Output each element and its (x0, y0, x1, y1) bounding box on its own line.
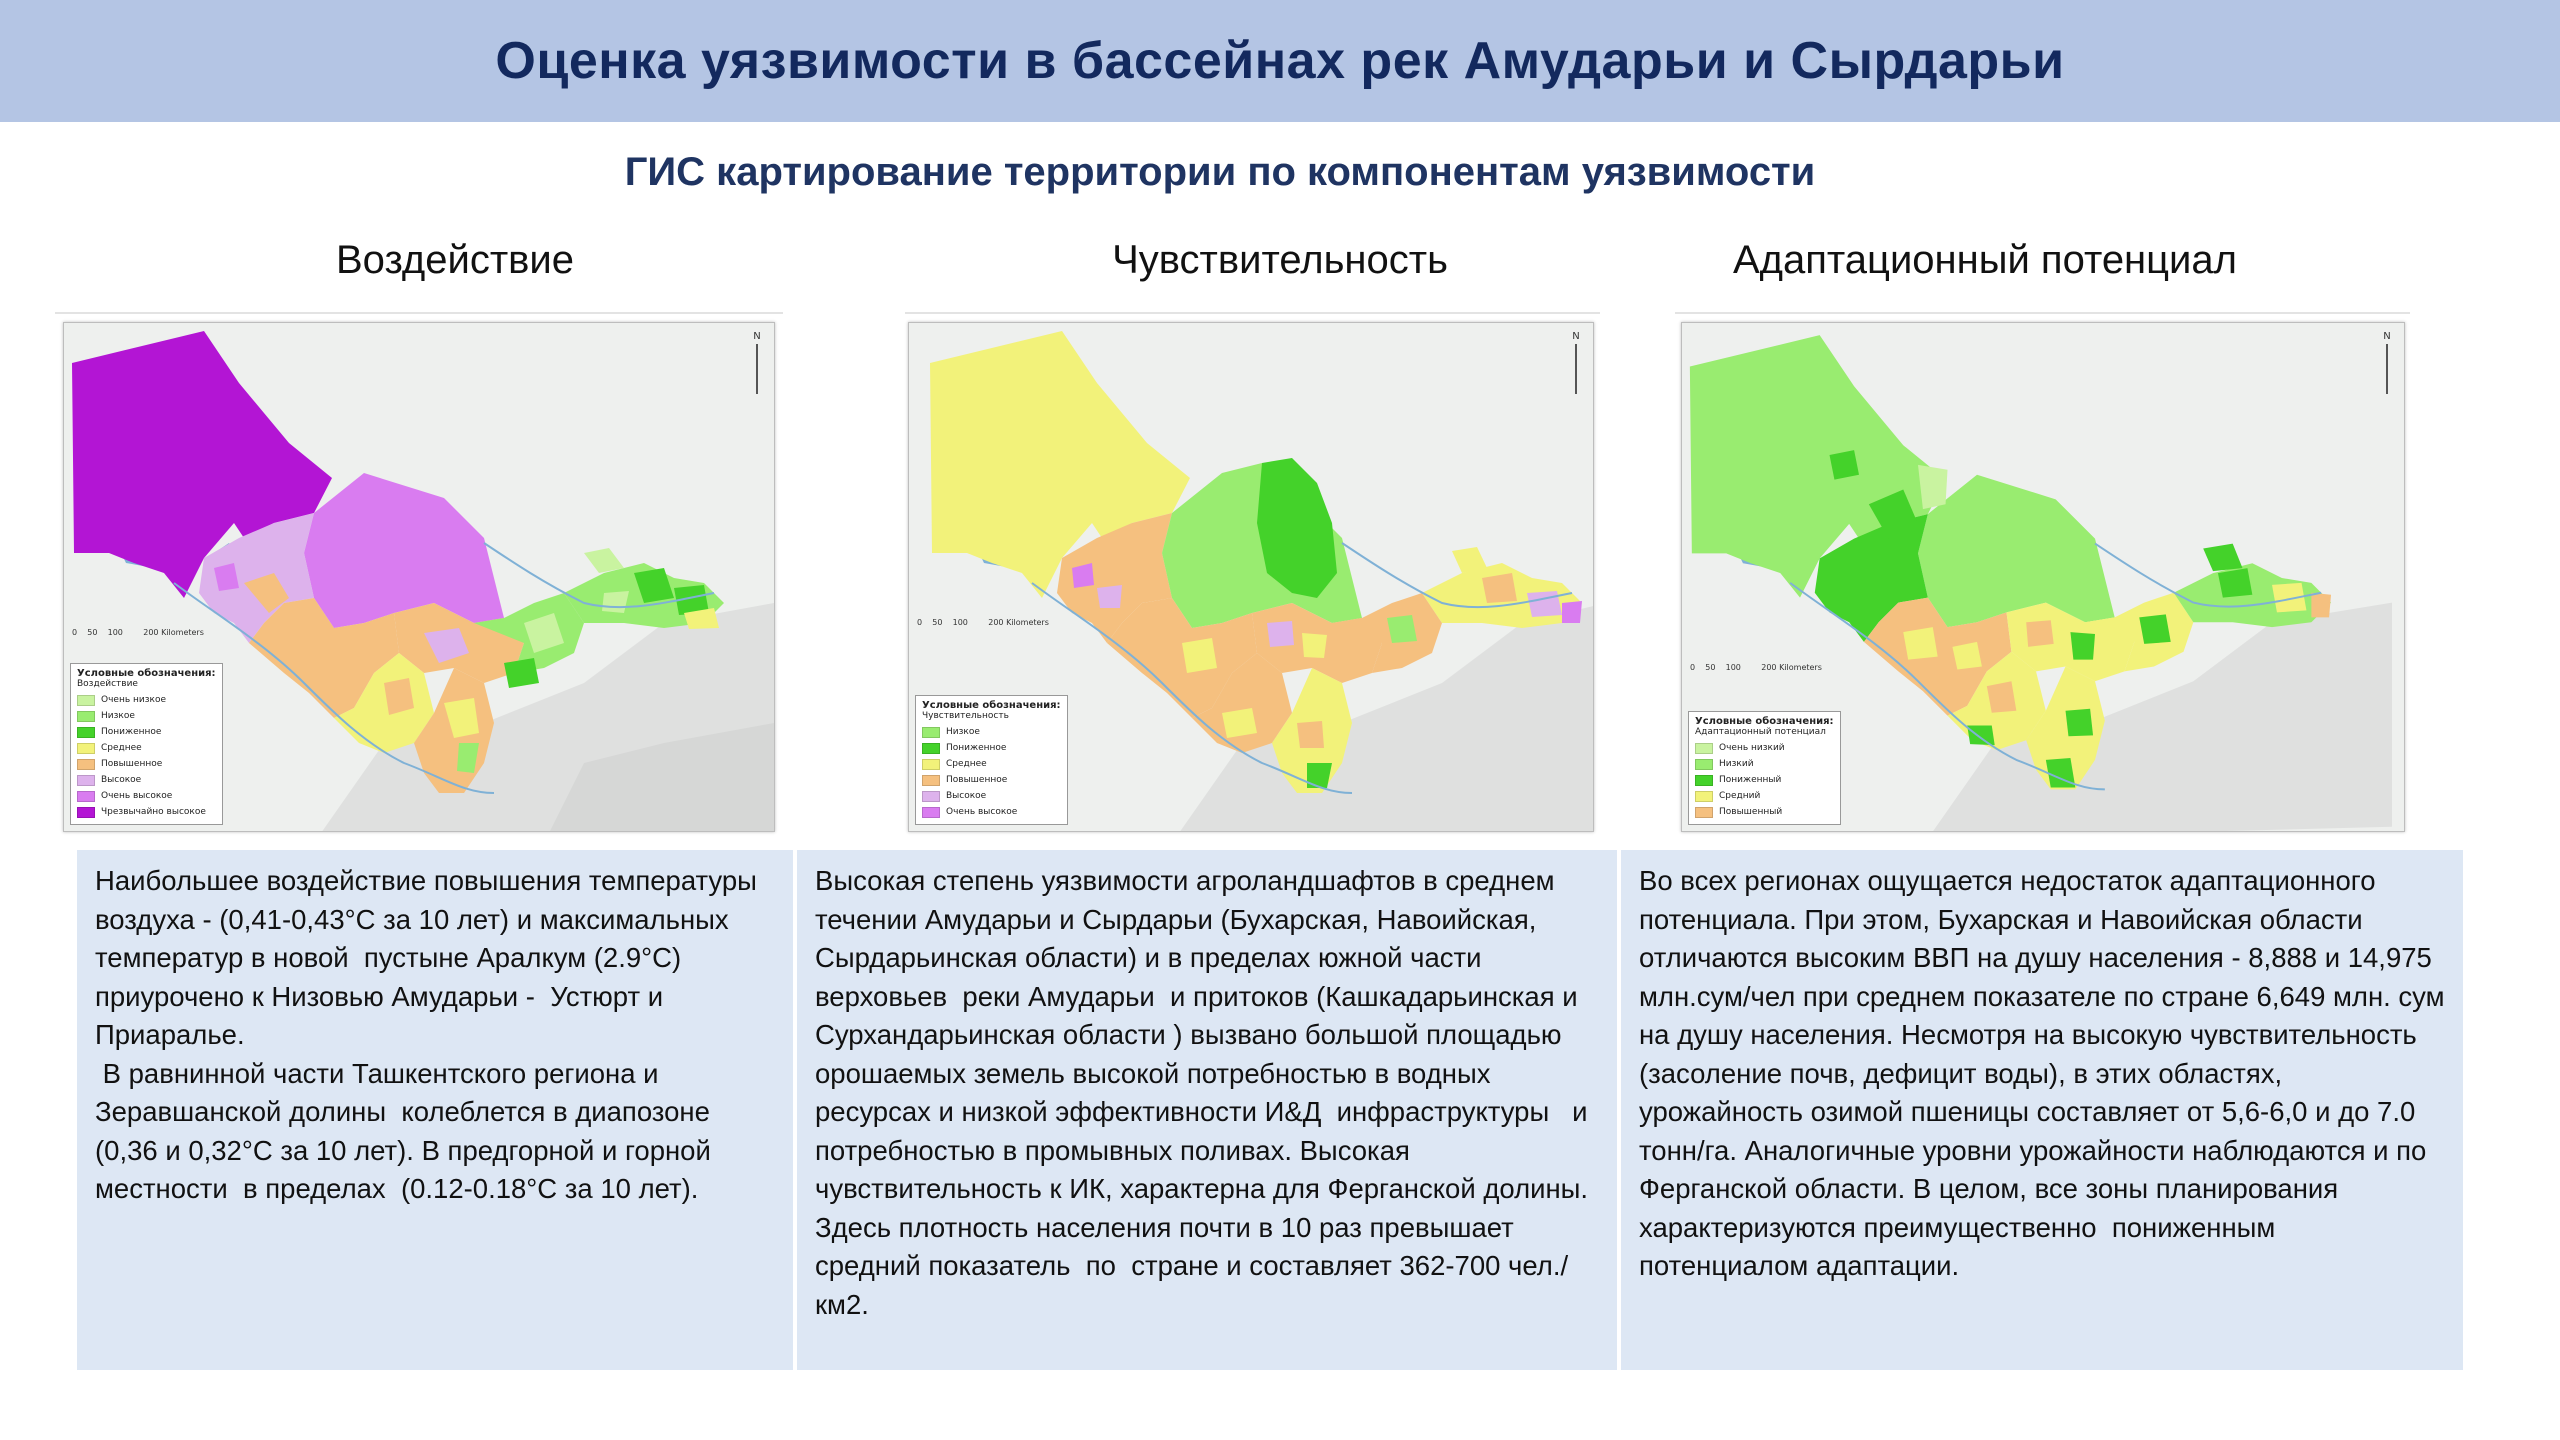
column-divider (55, 312, 783, 314)
map-scale-bar: 0 50 100 200 Kilometers (917, 618, 1049, 627)
legend-item: Очень низкий (1695, 740, 1834, 756)
column-divider (905, 312, 1600, 314)
column-title-adaptive: Адаптационный потенциал (1732, 238, 2237, 282)
legend-item: Повышенное (77, 756, 216, 772)
map-scale-bar: 0 50 100 200 Kilometers (1690, 663, 1822, 672)
legend-item: Пониженный (1695, 772, 1834, 788)
legend-item: Высокое (77, 772, 216, 788)
subtitle: ГИС картирование территории по компонентам уязвимости (624, 150, 1816, 194)
legend-item: Повышенный (1695, 804, 1834, 820)
sensitivity-description: Высокая степень уязвимости агроландшафтов в среднем течении Амударьи и Сырдарьи (Бухарская, Навоийская, Сырдарьинская области) и в пределах южной части верховьев реки Амударьи и притоков (Кашкадарьинская и Сурхандарьинская области ) вызвано большой площадью орошаемых земель высокой потребностью в водных ресурсах и низкой эффективности И&Д инфраструктуры и потребностью в промывных поливах. Высокая чувствительность к ИК, характерна для Ферганской долины. Здесь плотность населения почти в 10 раз превышает средний показатель по стране и составляет 362-700 чел./км2. (815, 865, 1604, 1320)
adaptive-description: Во всех регионах ощущается недостаток адаптационного потенциала. При этом, Бухарская и Навоийская области отличаются высоким ВВП на душу населения - 8,888 и 14,975 млн.сум/чел при среднем показателе по стране 6,649 млн. сум на душу населения. Несмотря на высокую чувствительность (засоление почв, дефицит воды), в этих областях, урожайность озимой пшеницы составляет от 5,6-6,0 и до 7.0 тонн/га. Аналогичные уровни урожайности наблюдаются и по Ферганской области. В целом, все зоны планирования характеризуются преимущественно пониженным потенциалом адаптации. (1639, 865, 2453, 1281)
legend-item: Очень высокое (922, 804, 1061, 820)
north-arrow-icon: N (750, 331, 764, 395)
text-panel-adaptive (1621, 850, 2463, 1370)
header-banner (0, 0, 2560, 122)
map-scale-bar: 0 50 100 200 Kilometers (72, 628, 204, 637)
text-panel-sensitivity (797, 850, 1617, 1370)
legend-item: Средний (1695, 788, 1834, 804)
legend-item: Пониженное (77, 724, 216, 740)
map-adaptive-capacity (1681, 322, 2405, 832)
map-impact (63, 322, 775, 832)
legend-item: Низкое (922, 724, 1061, 740)
legend-item: Низкий (1695, 756, 1834, 772)
map-legend: Условные обозначения: Чувствительность Низкое Пониженное Среднее Повышенное Высокое Очень высокое (915, 695, 1068, 825)
map-sensitivity (908, 322, 1594, 832)
map-legend: Условные обозначения: Адаптационный потенциал Очень низкий Низкий Пониженный Средний Повышенный (1688, 711, 1841, 825)
legend-item: Среднее (922, 756, 1061, 772)
impact-description: Наибольшее воздействие повышения температуры воздуха - (0,41-0,43°С за 10 лет) и максимальных температур в новой пустыне Аралкум (2.9°С) приурочено к Низовью Амударьи - Устюрт и Приаралье. В равнинной части Ташкентского региона и Зеравшанской долины колеблется в диапозоне (0,36 и 0,32°С за 10 лет). В предгорной и горной местности в пределах (0.12-0.18°С за 10 лет). (95, 865, 757, 1204)
north-arrow-icon: N (2380, 331, 2394, 395)
legend-item: Очень высокое (77, 788, 216, 804)
legend-item: Повышенное (922, 772, 1061, 788)
legend-item: Среднее (77, 740, 216, 756)
legend-item: Низкое (77, 708, 216, 724)
legend-item: Высокое (922, 788, 1061, 804)
map-legend: Условные обозначения: Воздействие Очень низкое Низкое Пониженное Среднее Повышенное Высокое Очень высокое Чрезвычайно высокое (70, 663, 223, 825)
legend-item: Чрезвычайно высокое (77, 804, 216, 820)
column-divider (1675, 312, 2410, 314)
legend-item: Пониженное (922, 740, 1061, 756)
page-title: Оценка уязвимости в бассейнах рек Амударьи и Сырдарьи (495, 32, 2065, 90)
column-title-impact: Воздействие (335, 238, 575, 282)
legend-item: Очень низкое (77, 692, 216, 708)
text-panel-impact (77, 850, 793, 1370)
column-title-sensitivity: Чувствительность (1112, 238, 1448, 282)
north-arrow-icon: N (1569, 331, 1583, 395)
